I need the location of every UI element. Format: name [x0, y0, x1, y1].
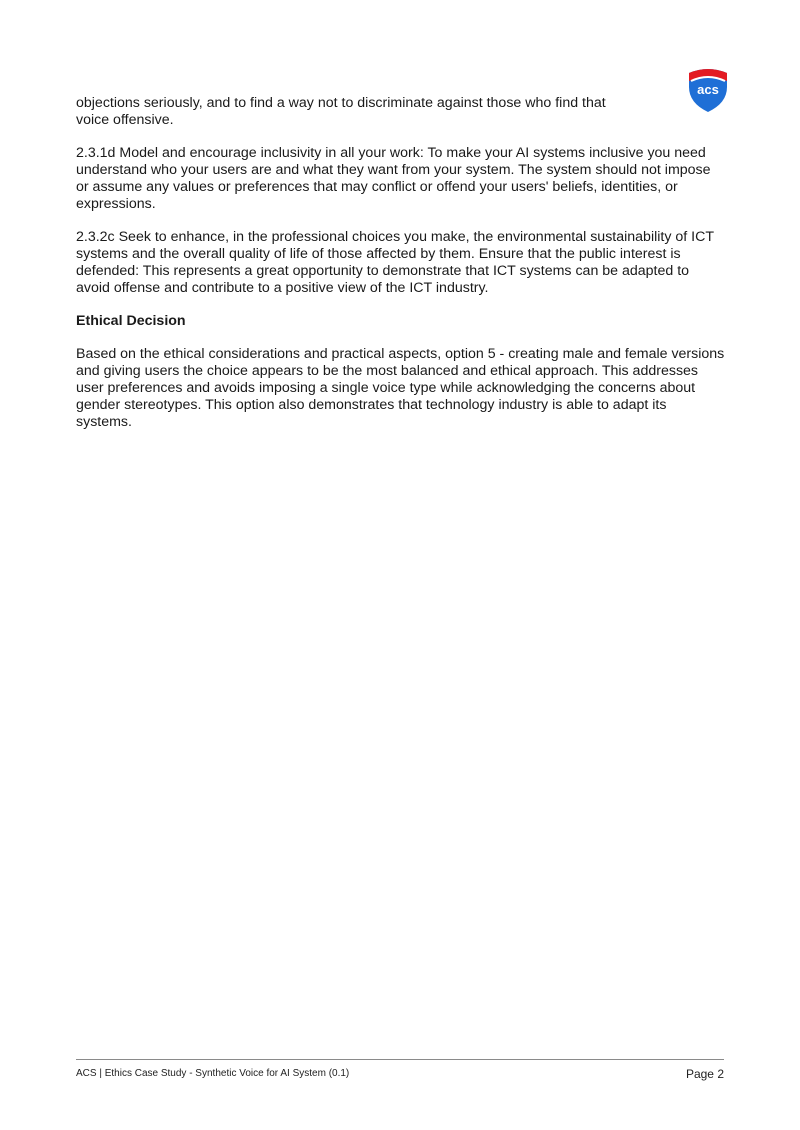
- section-heading-ethical-decision: Ethical Decision: [76, 313, 186, 329]
- logo-text: acs: [697, 82, 719, 97]
- paragraph-decision: Based on the ethical considerations and practical aspects, option 5 - creating male and female versions and giving users the choice appears to be the most balanced and ethical approach. This addresses user preferences and avoids imposing a single voice type while acknowledging the concerns about gender stereotypes. This option also demonstrates that technology industry is able to adapt its systems.: [76, 346, 725, 430]
- footer-page-number: Page 2: [685, 1067, 724, 1081]
- footer-document-title: ACS | Ethics Case Study - Synthetic Voice for AI System (0.1): [76, 1068, 350, 1079]
- paragraph-inclusivity: 2.3.1d Model and encourage inclusivity in all your work: To make your AI systems inclusive you need understand who your users are and what they want from your system. The system should not impose or assume any values or preferences that may conflict or offend your users' beliefs, identities, or expressions.: [76, 145, 711, 212]
- body-content: [76, 95, 726, 447]
- paragraph-objections: objections seriously, and to find a way not to discriminate against those who find that voice offensive.: [76, 95, 606, 128]
- paragraph-sustainability: 2.3.2c Seek to enhance, in the professional choices you make, the environmental sustainability of ICT systems and the overall quality of life of those affected by them. Ensure that the public interest is defended: This represents a great opportunity to demonstrate that ICT systems can be adapted to avoid offense and contribute to a positive view of the ICT industry.: [76, 229, 714, 296]
- footer-divider: [76, 1059, 724, 1060]
